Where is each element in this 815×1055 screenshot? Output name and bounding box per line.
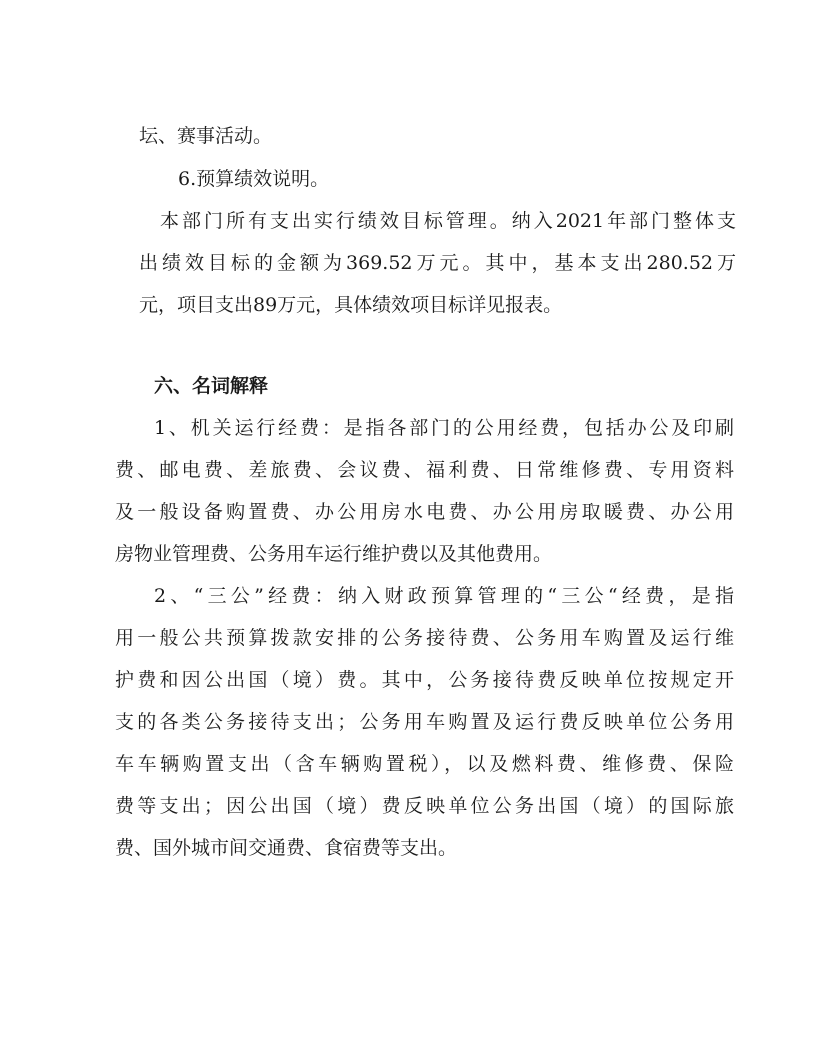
body-text-line: 1、机关运行经费：是指各部门的公用经费，包括办公及印刷: [154, 417, 734, 439]
body-text-line: 费、邮电费、差旅费、会议费、福利费、日常维修费、专用资料: [115, 459, 734, 481]
body-text-line: 本部门所有支出实行绩效目标管理。纳入2021年部门整体支: [160, 210, 736, 232]
body-text-line: 护费和因公出国（境）费。其中，公务接待费反映单位按规定开: [115, 669, 734, 691]
body-text-line: 元，项目支出89万元，具体绩效项目标详见报表。: [139, 294, 563, 316]
body-text-line: 房物业管理费、公务用车运行维护费以及其他费用。: [115, 543, 553, 565]
body-text-line: 车车辆购置支出（含车辆购置税），以及燃料费、维修费、保险: [115, 753, 734, 775]
body-text-line: 用一般公共预算拨款安排的公务接待费、公务用车购置及运行维: [115, 627, 734, 649]
body-text-line: 费、国外城市间交通费、食宿费等支出。: [115, 837, 458, 859]
body-text-line: 支的各类公务接待支出；公务用车购置及运行费反映单位公务用: [115, 711, 734, 733]
body-text-line: 费等支出；因公出国（境）费反映单位公务出国（境）的国际旅: [115, 795, 734, 817]
item-6-title: 6.预算绩效说明。: [178, 168, 330, 190]
body-text-line: 及一般设备购置费、办公用房水电费、办公用房取暖费、办公用: [115, 501, 734, 523]
body-text-line: 2、“三公”经费：纳入财政预算管理的“三公“经费，是指: [154, 585, 734, 607]
section-heading: 六、名词解释: [154, 375, 269, 397]
body-text-line: 出绩效目标的金额为369.52万元。其中，基本支出280.52万: [139, 252, 736, 274]
body-text-line: 坛、赛事活动。: [139, 125, 273, 147]
